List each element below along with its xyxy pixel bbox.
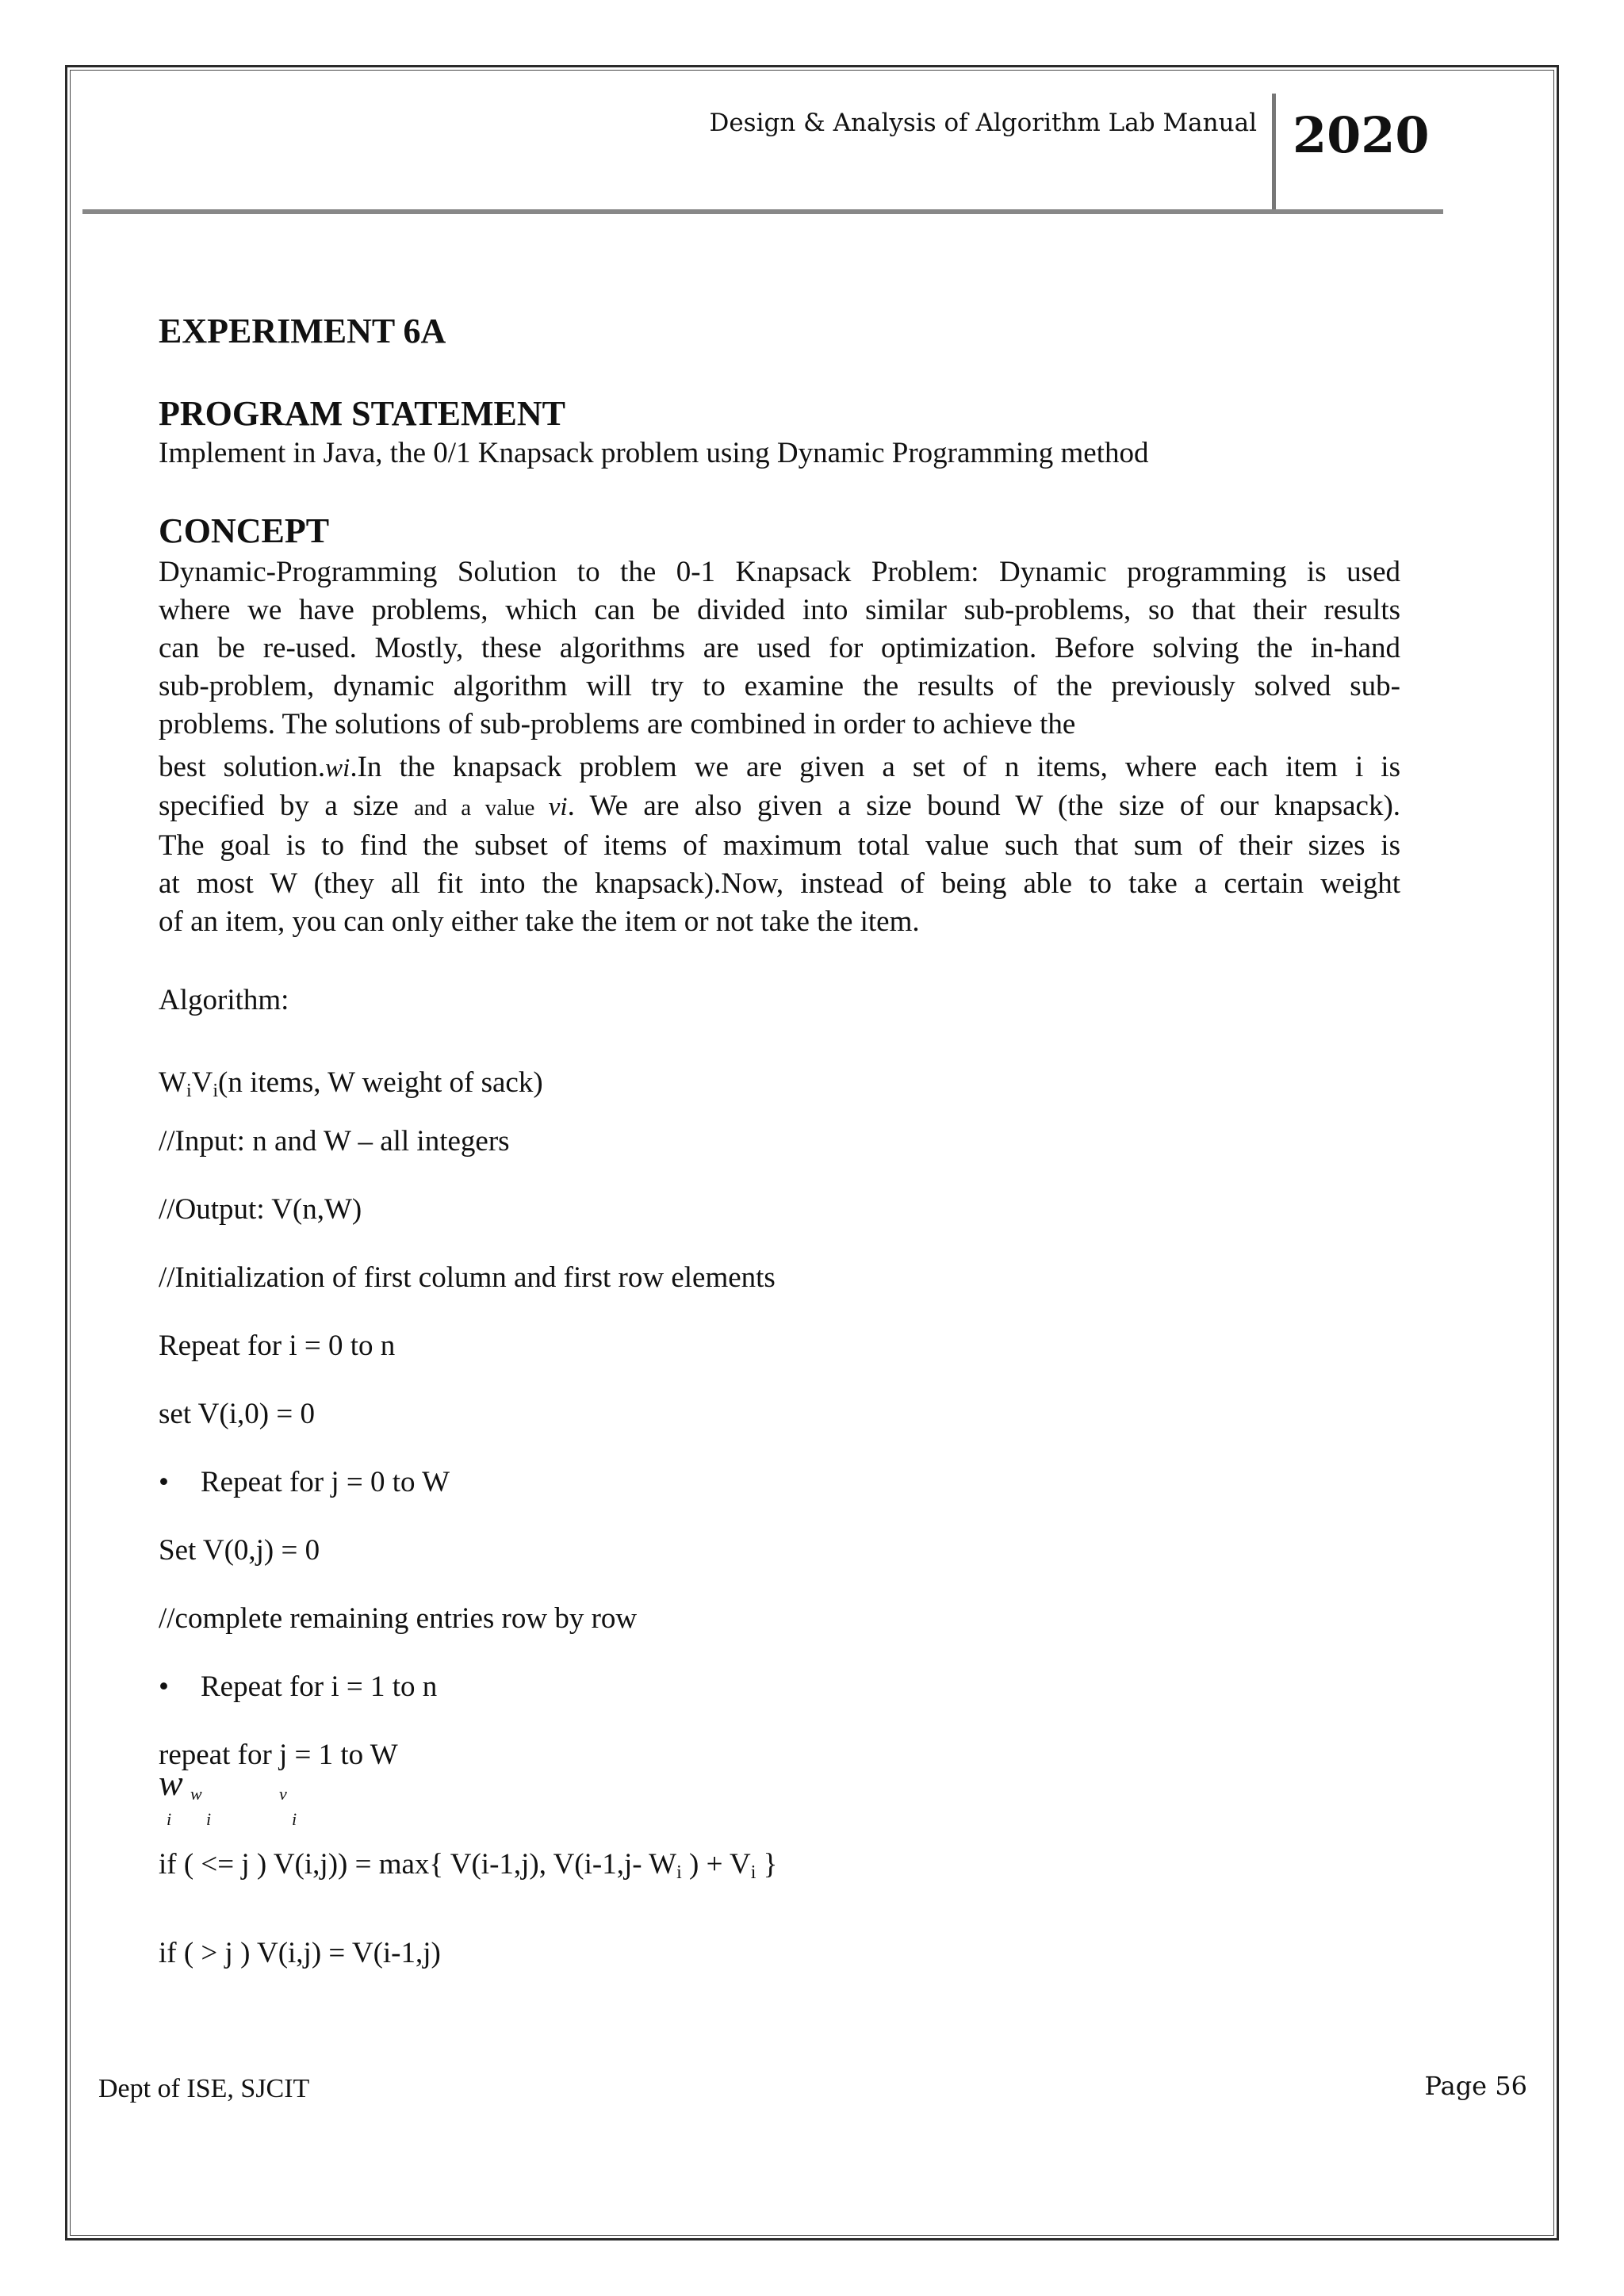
i-subscript: i	[292, 1809, 297, 1829]
sig-rest: (n items, W weight of sack)	[218, 1066, 543, 1099]
if1-sub: i	[750, 1862, 756, 1883]
concept-line: problems. The solutions of sub-problems are combined in order to achieve the	[159, 708, 1076, 740]
header-divider	[1272, 94, 1276, 211]
concept-line: The goal is to find the subset of items of maximum total value such that sum of their sizes is	[159, 829, 1400, 862]
experiment-title: EXPERIMENT 6A	[159, 312, 446, 350]
sig-w-sub: i	[186, 1081, 192, 1101]
concept-heading: CONCEPT	[159, 511, 330, 550]
program-statement-heading: PROGRAM STATEMENT	[159, 394, 565, 433]
concept-line: can be re-used. Mostly, these algorithms are used for optimization. Before solving the in-hand	[159, 632, 1400, 664]
if1-sub: i	[676, 1862, 682, 1883]
if1-text: }	[756, 1848, 778, 1881]
algorithm-set-vi0: set V(i,0) = 0	[159, 1398, 315, 1430]
w-symbol: w	[159, 1762, 183, 1803]
concept-text-small: and a value	[414, 795, 549, 821]
algorithm-label: Algorithm:	[159, 984, 289, 1016]
if1-text: ) + V	[681, 1848, 751, 1881]
algorithm-complete-comment: //complete remaining entries row by row	[159, 1602, 638, 1635]
algorithm-output: //Output: V(n,W)	[159, 1193, 362, 1226]
concept-text: .In the knapsack problem we are given a set of n items, where each item i is	[350, 751, 1400, 783]
bullet-icon: •	[159, 1466, 169, 1498]
concept-text: specified by a size	[159, 790, 415, 822]
bullet-icon: •	[159, 1670, 169, 1703]
algorithm-init-comment: //Initialization of first column and first row elements	[159, 1261, 776, 1294]
concept-line	[159, 787, 1400, 827]
algorithm-if-2: if ( > j ) V(i,j) = V(i-1,j)	[159, 1937, 441, 1969]
footer-page-number: Page 56	[1424, 2071, 1527, 2101]
concept-paragraph	[159, 553, 1400, 941]
header-title: Design & Analysis of Algorithm Lab Manual	[709, 109, 1257, 137]
concept-text: best solution.	[159, 751, 326, 783]
algorithm-repeat-i0: Repeat for i = 0 to n	[159, 1330, 396, 1362]
concept-text: . We are also given a size bound W (the size of our knapsack).	[567, 790, 1401, 822]
repeat-i1-text: Repeat for i = 1 to n	[201, 1670, 438, 1703]
concept-line: of an item, you can only either take the item or not take the item.	[159, 905, 920, 938]
concept-wi: wi	[325, 754, 350, 783]
algorithm-repeat-j1: repeat for j = 1 to W	[159, 1739, 398, 1771]
i-subscript: i	[167, 1809, 172, 1829]
if1-text: if ( <= j ) V(i,j)) = max{ V(i-1,j), V(i-1,j- W	[159, 1848, 677, 1881]
sig-w: W	[159, 1066, 186, 1099]
concept-line: at most W (they all fit into the knapsack).Now, instead of being able to take a certain weight	[159, 867, 1400, 900]
sig-v: V	[191, 1066, 213, 1099]
algorithm-if-1	[159, 1847, 777, 1884]
algorithm-input: //Input: n and W – all integers	[159, 1125, 510, 1158]
concept-line: Dynamic-Programming Solution to the 0-1 Knapsack Problem: Dynamic programming is used	[159, 556, 1400, 588]
footer-dept: Dept of ISE, SJCIT	[98, 2074, 310, 2103]
sig-v-sub: i	[213, 1081, 219, 1101]
algorithm-repeat-i1	[159, 1670, 437, 1704]
algorithm-set-v0j: Set V(0,j) = 0	[159, 1534, 320, 1567]
concept-line: sub-problem, dynamic algorithm will try to examine the results of the previously solved sub-	[159, 670, 1400, 702]
algorithm-repeat-j0	[159, 1465, 450, 1499]
concept-line	[159, 748, 1400, 787]
concept-vi: vi	[548, 793, 568, 821]
i-subscript: i	[206, 1809, 212, 1829]
header-year: 2020	[1293, 106, 1430, 164]
header-rule	[82, 209, 1443, 214]
w-subscript: w	[190, 1784, 202, 1804]
program-statement-text: Implement in Java, the 0/1 Knapsack problem using Dynamic Programming method	[159, 437, 1149, 469]
repeat-j0-text: Repeat for j = 0 to W	[201, 1466, 450, 1498]
concept-line: where we have problems, which can be divided into similar sub-problems, so that their results	[159, 594, 1400, 626]
v-subscript: v	[279, 1784, 287, 1804]
algorithm-signature	[159, 1066, 543, 1102]
